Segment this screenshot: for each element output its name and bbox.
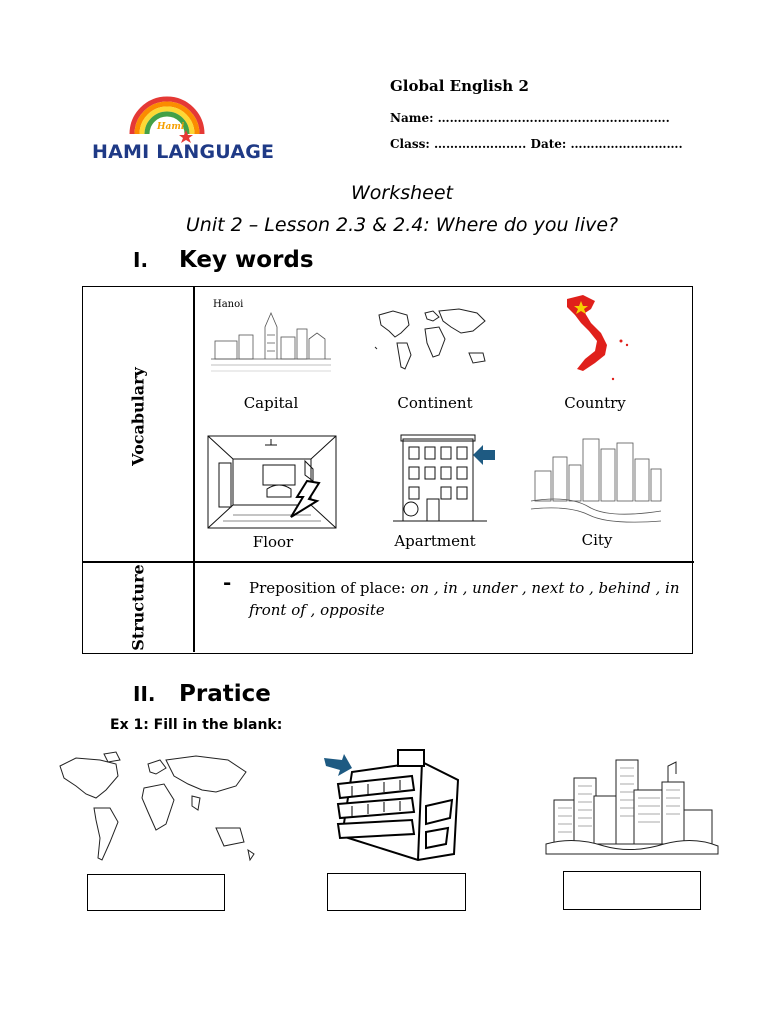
exercise1-label: Ex 1: Fill in the blank:: [110, 717, 283, 733]
answer-box-1[interactable]: [87, 874, 225, 911]
vietnam-map-icon: [561, 293, 641, 385]
structure-label: Structure: [128, 564, 148, 651]
logo-small-text: Hami: [157, 122, 185, 132]
section-title: Pratice: [179, 681, 271, 707]
table-divider-horizontal: [83, 561, 694, 563]
room-floor-icon: [207, 435, 337, 529]
structure-content: [223, 570, 683, 621]
structure-prepositions: on , in , under , next to , behind , in front of , opposite: [249, 579, 680, 619]
apartment-building-icon: [322, 746, 466, 864]
word-city: City: [581, 531, 613, 549]
answer-box-2[interactable]: [327, 873, 466, 911]
course-title: Global English 2: [390, 77, 529, 95]
logo-text: HAMI LANGUAGE: [92, 141, 275, 163]
class-date-field: Class: ………………….. Date: ……………………….: [390, 137, 683, 151]
structure-dash: -: [223, 570, 232, 594]
apartment-building-icon: [387, 433, 497, 527]
structure-text: [249, 577, 683, 621]
word-apartment: Apartment: [394, 532, 476, 550]
section-number: II.: [133, 682, 156, 706]
word-continent: Continent: [397, 394, 473, 412]
worksheet-title: Worksheet: [351, 182, 453, 204]
hanoi-label: Hanoi: [213, 299, 244, 310]
word-floor: Floor: [252, 533, 294, 551]
section-practice: [133, 681, 271, 707]
vocabulary-label: Vocabulary: [128, 367, 148, 466]
section-key-words: [133, 247, 314, 273]
lesson-subtitle: Unit 2 – Lesson 2.3 & 2.4: Where do you live?: [185, 214, 619, 236]
world-map-icon: [373, 303, 493, 383]
table-divider-vertical: [193, 287, 195, 652]
answer-box-3[interactable]: [563, 871, 701, 910]
city-skyline-icon: [529, 435, 663, 527]
word-country: Country: [564, 394, 626, 412]
structure-prefix: Preposition of place:: [249, 579, 411, 597]
name-field: Name: ………………………………………………….: [390, 111, 670, 125]
section-number: I.: [133, 248, 149, 272]
section-title: Key words: [179, 247, 314, 273]
keywords-table: [82, 286, 693, 654]
word-capital: Capital: [243, 394, 299, 412]
capital-skyline-icon: [209, 299, 334, 377]
world-map-icon: [56, 750, 258, 868]
city-buildings-icon: [544, 756, 720, 860]
